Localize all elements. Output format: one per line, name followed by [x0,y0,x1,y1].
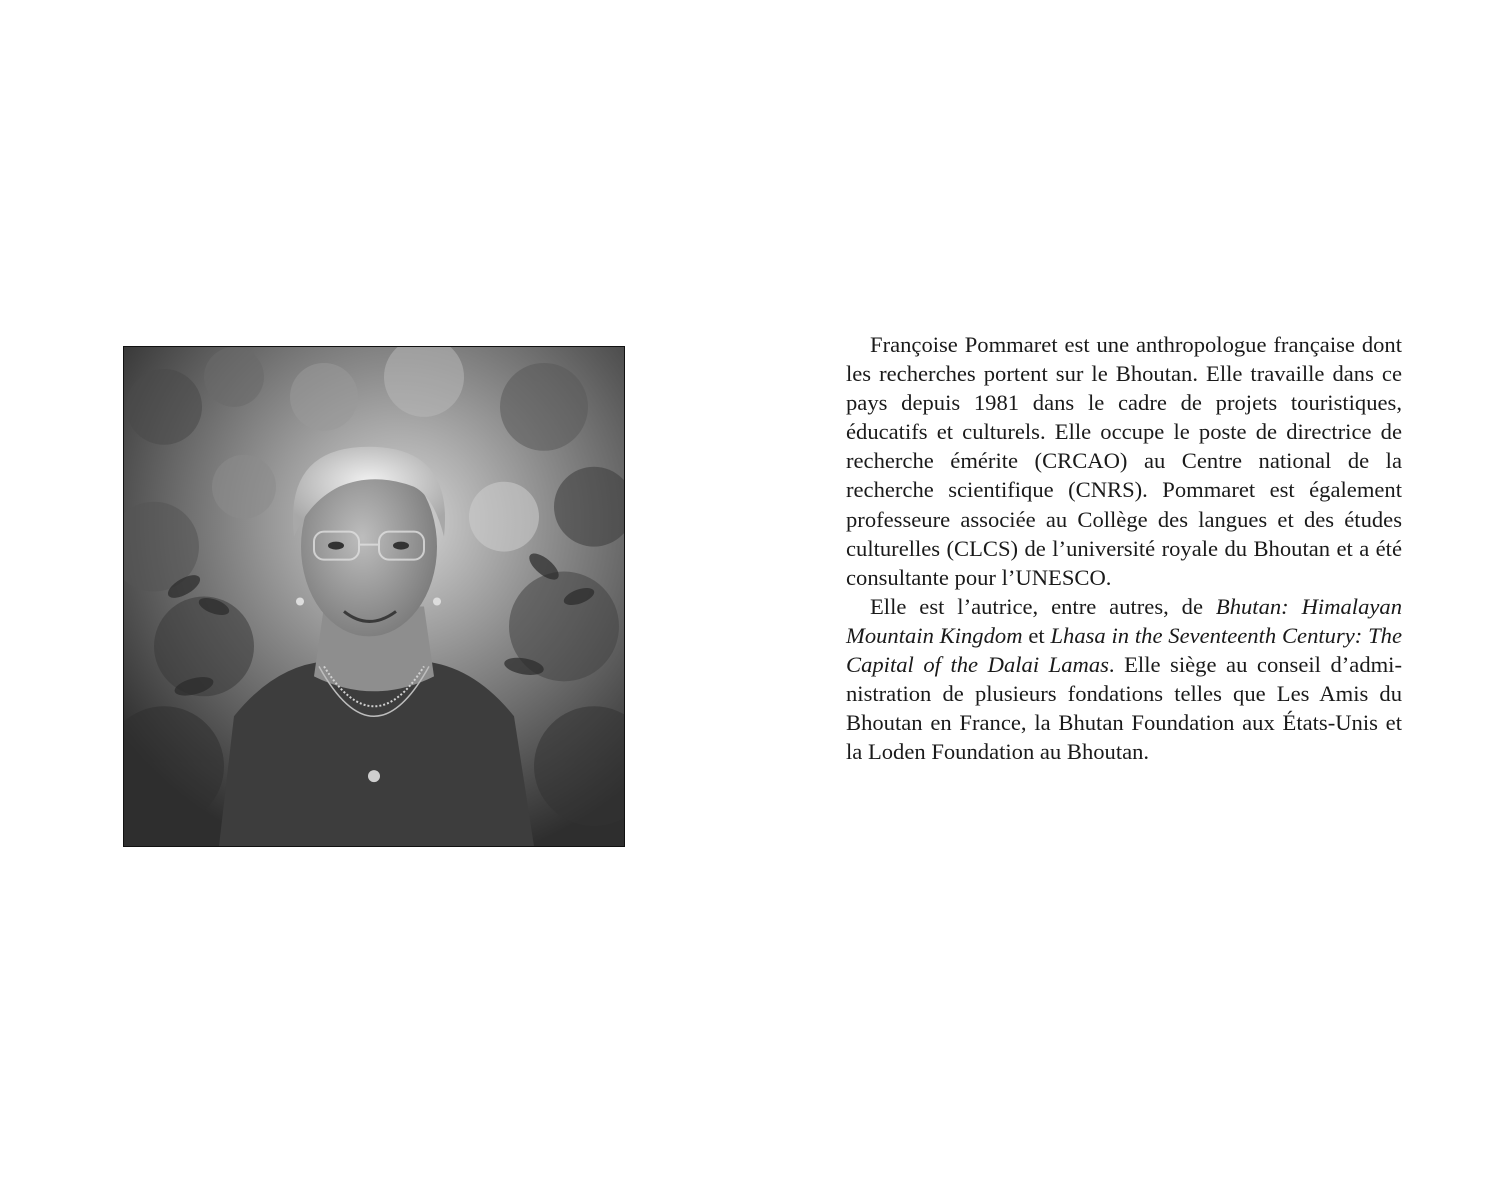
bio-paragraph-2-rest: . Elle siège au conseil d’administration de plusieurs fondations telles que Les Amis du Bhoutan en France, la Bhutan Foundation aux États-Unis et la Loden Foundation au Bhoutan. [846,652,1402,765]
book-title-lhasa: Lhasa in the Seventeenth Century: The Capital of the Dalai Lamas [846,622,1402,678]
author-portrait-photo [123,346,625,847]
book-title-bhutan: Bhutan: Himalayan Mountain Kingdom [846,593,1403,648]
bio-paragraph-1: Françoise Pommaret est une anthropologue française dont les recherches portent sur le Bhoutan. Elle travaille dans ce pays depuis 1981 dans le cadre de projets touristiques, éducatifs et culturels. Elle occupe le poste de directrice de recherche émérite (CRCAO) au Centre national de la recherche scientifique (CNRS). Pommaret est également professeure associée au Collège des langues et des études culturelles (CLCS) de l’université royale du Bhoutan et a été consultante pour l’UNESCO. [846,332,1402,590]
portrait-image [124,347,624,846]
bio-paragraph-2-et: et [1022,622,1051,648]
author-biography [846,330,1402,766]
bio-paragraph-2 [846,592,1402,767]
bio-paragraph-2-intro: Elle est l’autrice, entre autres, de [870,593,1216,619]
